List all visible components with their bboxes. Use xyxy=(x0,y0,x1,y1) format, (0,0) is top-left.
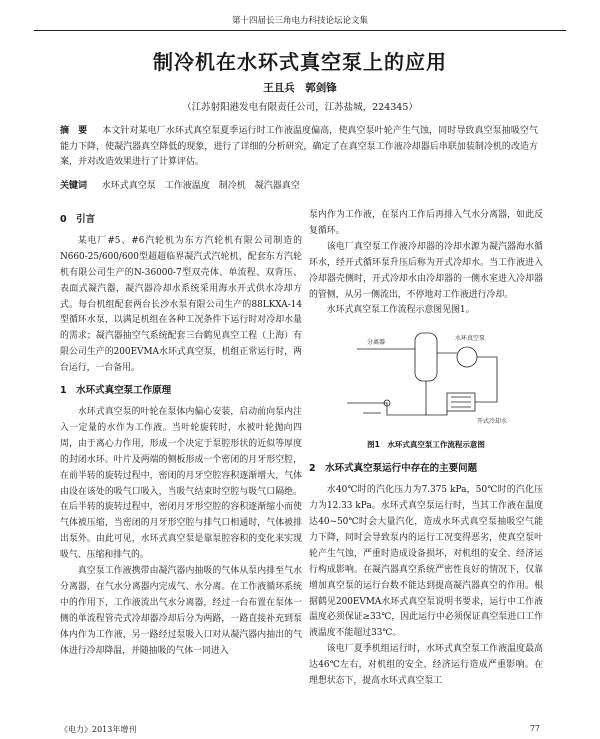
paragraph: 水环式真空泵工作流程示意图见图1。 xyxy=(326,305,475,316)
paragraph: 真空泵工作液携带由凝汽器内抽吸的气体从泵内排至气水分离器，在气水分离器内完成气、水分离。在工作液循环系统中的作用下，工作液流出气水分离器，经过一台布置在泵体一侧的单流程管壳式冷却器冷却后分为两路，一路直接补充到泵体内作为工作液，另一路经过泵吸入口对从凝汽器内抽出的气体进行冷却降温，并随抽吸的气体一同进入 xyxy=(60,566,302,656)
paragraph: 某电厂#5、#6汽轮机为东方汽轮机有限公司制造的N660-25/600/600型超超临界凝汽式汽轮机，配套东方汽轮机有限公司生产的N-36000-7型双壳体、单流程、双背压、表面式凝汽器，凝汽器冷却水系统采用海水开式供水冷却方式。每台机组配套两台长沙水泵有限公司生产的88LKXA-14型循环水泵，以满足机组在各种工况条件下运行时对冷却水量的需求；凝汽器抽空气系统配套三台鹤见真空工程（上海）有限公司生产的200EVMA水环式真空泵，机组正常运行时，两台运行，一台备用。 xyxy=(60,235,302,374)
paragraph: 该电厂真空泵工作液冷却器的冷却水源为凝汽器海水循环水，经开式循环泵升压后称为开式冷却水。当工作液进入冷却器壳侧时，开式冷却水由冷却器的一侧水室进入冷却器的管侧，从另一侧流出，不停地对工作液进行冷却。 xyxy=(309,241,543,300)
header-rule xyxy=(34,30,566,31)
paragraph: 水40℃时的汽化压力为7.375 kPa，50℃时的汽化压力为12.33 kPa。水环式真空泵运行时，当其工作液在温度达40~50℃时会大量汽化，造成水环式真空泵抽吸空气能力下降，同时会导致泵内的运行工况变得恶劣，使真空泵叶轮产生气蚀，严重时造成设备损坏，对机组的安全、经济运行构成影响。在凝汽器真空系统严密性良好的情况下，仅靠增加真空泵的运行台数不能达到提高凝汽器真空的作用。根据鹤见200EVMA水环式真空泵说明书要求，运行中工作液温度必须保证≥33℃，因此运行中必须保证真空泵进口工作液温度不能超过33℃。 xyxy=(309,485,543,639)
right-column xyxy=(309,208,543,690)
vacuum-pump-symbol xyxy=(457,347,477,367)
paragraph: 水环式真空泵的叶轮在泵体内偏心安装，启动前向泵内注入一定量的水作为工作液。当叶轮旋转时，水被叶轮抛向四周，由于离心力作用，形成一个决定于泵腔形状的近似等厚度的封闭水环。叶片及两端的侧板形成一个密闭的月牙形空腔，在前半转的旋转过程中，密闭的月牙空腔容积逐渐增大，气体由设在该处的吸气口吸入，当吸气结束时空腔与吸气口隔绝。在后半转的旋转过程中，密闭月牙形空腔的容积逐渐缩小而使气体被压缩，当密闭的月牙形空腔与排气口相通时，气体被排出泵外。由此可见，水环式真空泵是靠泵腔容积的变化来实现吸气、压缩和排气的。 xyxy=(60,406,302,561)
authors: 王且兵 郭剑锋 xyxy=(263,82,337,94)
section-heading-problems: 2 水环式真空泵运行中存在的主要问题 xyxy=(309,463,478,475)
left-column xyxy=(60,208,302,659)
page-title: 制冷机在水环式真空泵上的应用 xyxy=(153,50,447,74)
paragraph: 泵内作为工作液，在泵内工作后再排入气水分离器，如此反复循环。 xyxy=(309,210,543,236)
abstract-label: 摘 要 xyxy=(60,126,88,136)
keywords-label: 关键词 xyxy=(60,181,88,191)
page-number: 77 xyxy=(529,724,540,733)
figure-caption: 图1 水环式真空泵工作流程示意图 xyxy=(367,440,485,450)
paragraph: 该电厂夏季机组运行时，水环式真空泵工作液温度最高达46℃左右，对机组的安全、经济运行造成严重影响。在理想状态下，提高水环式真空泵工 xyxy=(309,644,543,687)
keywords-text: 水环式真空泵 工作液温度 制冷机 凝汽器真空 xyxy=(101,181,300,191)
fig-label-separator: 分离器 xyxy=(367,339,386,347)
separator-vessel xyxy=(415,333,437,381)
abstract xyxy=(60,124,538,171)
running-header: 第十四届长三角电力科技论坛论文集 xyxy=(231,16,368,26)
affiliation: （江苏射阳港发电有限责任公司，江苏盐城，224345） xyxy=(182,102,418,113)
footer-journal: 《电力》2013年增刊 xyxy=(60,725,137,734)
keywords xyxy=(60,179,538,194)
fig-label-pump: 水环真空泵 xyxy=(455,335,486,343)
section-heading-principle: 1 水环式真空泵工作原理 xyxy=(60,385,172,397)
fig-label-cooler: 开式冷却水 xyxy=(477,418,508,426)
section-heading-intro: 0 引言 xyxy=(60,214,96,225)
page-footer xyxy=(60,724,540,735)
flow-diagram xyxy=(327,323,527,433)
abstract-text: 本文针对某电厂水环式真空泵夏季运行时工作液温度偏高，使真空泵叶轮产生气蚀，同时导致真空泵抽吸空气能力下降，使凝汽器真空降低的现象，进行了详细的分析研究，确定了在真空泵工作液冷却器后串联加装制冷机的改造方案，并对改造效果进行了计算评估。 xyxy=(60,126,538,167)
figure-1 xyxy=(309,323,543,435)
